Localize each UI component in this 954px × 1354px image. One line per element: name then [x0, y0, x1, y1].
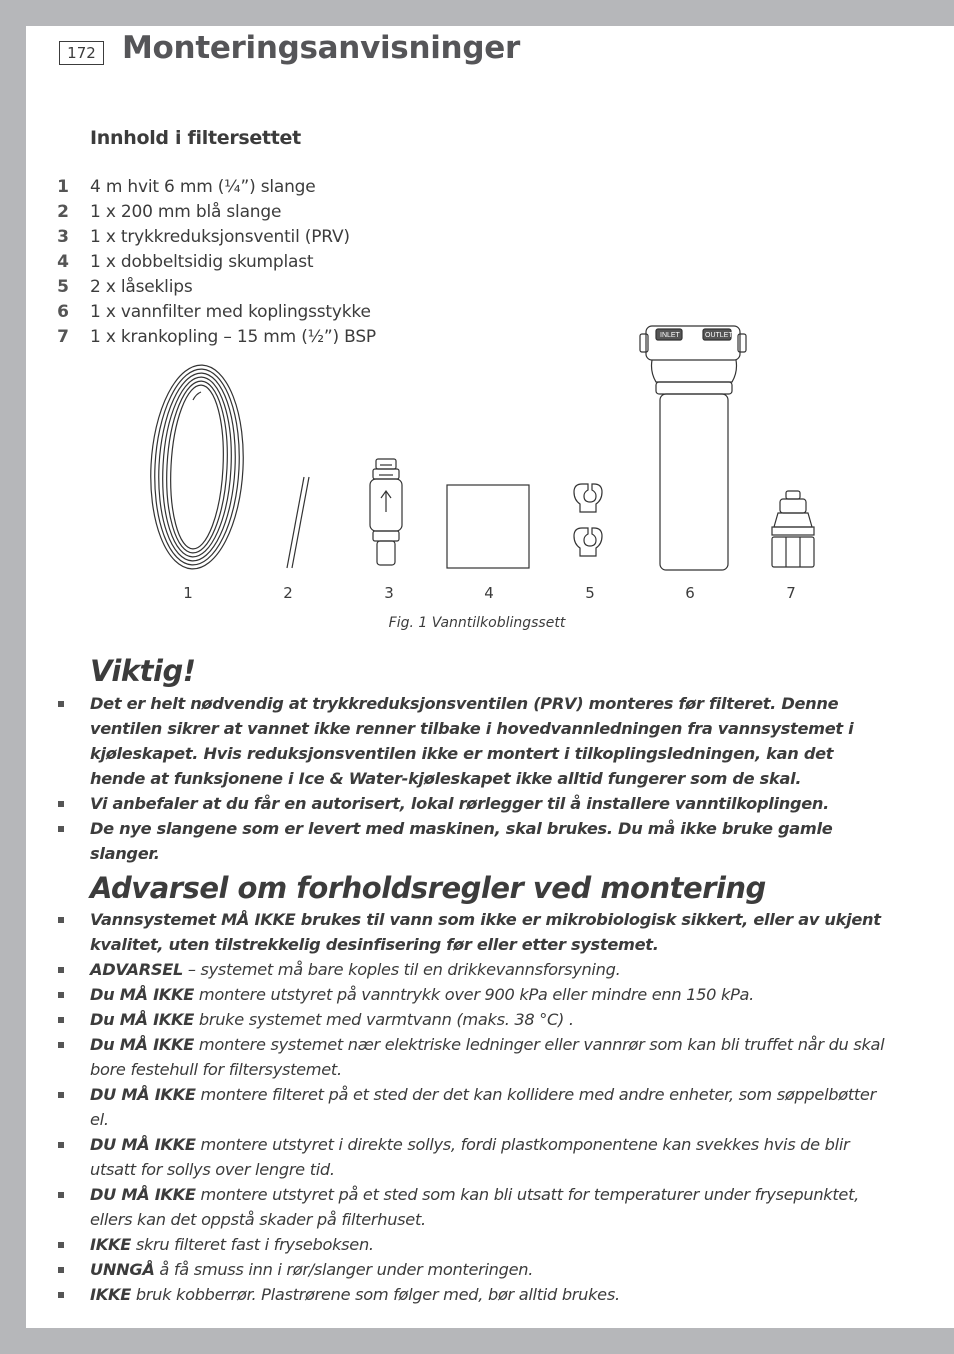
list-item: [56, 1007, 886, 1032]
list-item: [56, 250, 476, 275]
item-number: 2: [57, 202, 69, 222]
emphasis: Du MÅ IKKE: [90, 1035, 195, 1054]
emphasis: ADVARSEL: [90, 960, 184, 979]
emphasis: DU MÅ IKKE: [90, 1185, 196, 1204]
figure-caption: Fig. 1 Vanntilkoblingssett: [388, 615, 566, 631]
item-number: 7: [57, 327, 69, 347]
page-title: Monteringsanvisninger: [122, 30, 520, 66]
figure-label: 1: [183, 584, 193, 602]
emphasis: Du MÅ IKKE: [90, 1010, 195, 1029]
kit-heading: Innhold i filtersettet: [90, 127, 301, 149]
list-item: [56, 982, 886, 1007]
list-item: [56, 1282, 886, 1307]
bullet-text: skru filteret fast i fryseboksen.: [130, 1235, 374, 1254]
pressure-valve-icon: [370, 459, 402, 565]
item-text: 1 x trykkreduksjonsventil (PRV): [90, 227, 350, 247]
important-heading: Viktig!: [90, 654, 196, 688]
lock-clip-icon: [574, 484, 602, 556]
warning-list: [56, 907, 886, 1307]
figure-label: 5: [585, 584, 595, 602]
bullet-text: montere utstyret på et sted som kan bli utsatt for temperaturer under frysepunktet, ellers kan det oppstå skader på filterhuset.: [90, 1185, 859, 1229]
list-item: [56, 957, 886, 982]
emphasis: IKKE: [90, 1235, 131, 1254]
bullet-text: – systemet må bare koples til en drikkevannsforsyning.: [183, 960, 621, 979]
filter-outlet-label: OUTLET: [705, 332, 733, 339]
item-text: 1 x krankopling – 15 mm (½”) BSP: [90, 327, 376, 347]
bullet-text: montere utstyret på vanntrykk over 900 kPa eller mindre enn 150 kPa.: [194, 985, 755, 1004]
item-text: 1 x vannfilter med koplingsstykke: [90, 302, 371, 322]
tap-connector-icon: [772, 491, 814, 567]
important-list: [56, 691, 886, 866]
page-number: 172: [59, 41, 104, 65]
filter-inlet-label: INLET: [660, 332, 680, 339]
emphasis: Vannsystemet MÅ IKKE brukes til vann som ikke er mikrobiologisk sikkert, eller av ukjent kvalitet, uten tilstrekkelig desinfisering før eller etter systemet.: [90, 910, 881, 954]
list-item: [56, 1182, 886, 1232]
item-number: 3: [57, 227, 69, 247]
list-item: Vi anbefaler at du får en autorisert, lokal rørlegger til å installere vanntilkoplingen.: [56, 791, 886, 816]
bullet-text: montere systemet nær elektriske ledninger eller vannrør som kan bli truffet når du skal bore festehull for filtersystemet.: [90, 1035, 885, 1079]
water-kit-illustration: [140, 320, 820, 580]
list-item: De nye slangene som er levert med maskinen, skal brukes. Du må ikke bruke gamle slanger.: [56, 816, 886, 866]
emphasis: IKKE: [90, 1285, 131, 1304]
list-item: [56, 1132, 886, 1182]
bullet-text: bruk kobberrør. Plastrørene som følger med, bør alltid brukes.: [130, 1285, 620, 1304]
emphasis: UNNGÅ: [90, 1260, 155, 1279]
list-item: [56, 1257, 886, 1282]
figure-label: 2: [283, 584, 293, 602]
list-item: [56, 275, 476, 300]
bullet-text: bruke systemet med varmtvann (maks. 38 °C) .: [194, 1010, 574, 1029]
item-number: 6: [57, 302, 69, 322]
figure-label: 3: [384, 584, 394, 602]
list-item: Det er helt nødvendig at trykkreduksjonsventilen (PRV) monteres før filteret. Denne ventilen sikrer at vannet ikke renner tilbake i hovedvannledningen fra vannsystemet i kjøleskapet. Hvis reduksjonsventilen ikke er montert i tilkoplingsledningen, kan det hende at funksjonene i Ice & Water-kjøleskapet ikke alltid fungerer som de skal.: [56, 691, 886, 791]
list-item: [56, 200, 476, 225]
figure-label: 7: [786, 584, 796, 602]
emphasis: DU MÅ IKKE: [90, 1135, 196, 1154]
figure-label: 6: [685, 584, 695, 602]
bullet-text: å få smuss inn i rør/slanger under monteringen.: [154, 1260, 534, 1279]
item-text: 1 x 200 mm blå slange: [90, 202, 282, 222]
water-filter-icon: [640, 326, 746, 570]
bullet-text: montere filteret på et sted der det kan kollidere med andre enheter, som søppelbøtter el.: [90, 1085, 876, 1129]
emphasis: DU MÅ IKKE: [90, 1085, 196, 1104]
bullet-text: montere utstyret i direkte sollys, fordi plastkomponentene kan svekkes hvis de blir utsatt for sollys over lengre tid.: [90, 1135, 850, 1179]
item-number: 1: [57, 177, 69, 197]
figure-labels: [0, 584, 954, 608]
warning-heading: Advarsel om forholdsregler ved montering: [90, 871, 766, 905]
item-text: 4 m hvit 6 mm (¼”) slange: [90, 177, 316, 197]
short-hose-icon: [287, 477, 309, 568]
emphasis: Du MÅ IKKE: [90, 985, 195, 1004]
item-number: 5: [57, 277, 69, 297]
list-item: [56, 1032, 886, 1082]
list-item: [56, 907, 886, 957]
coiled-hose-icon: [146, 363, 249, 572]
item-text: 1 x dobbeltsidig skumplast: [90, 252, 314, 272]
figure-label: 4: [484, 584, 494, 602]
list-item: [56, 1232, 886, 1257]
list-item: [56, 225, 476, 250]
list-item: [56, 175, 476, 200]
item-text: 2 x låseklips: [90, 277, 193, 297]
item-number: 4: [57, 252, 69, 272]
foam-pad-icon: [447, 485, 529, 568]
list-item: [56, 1082, 886, 1132]
